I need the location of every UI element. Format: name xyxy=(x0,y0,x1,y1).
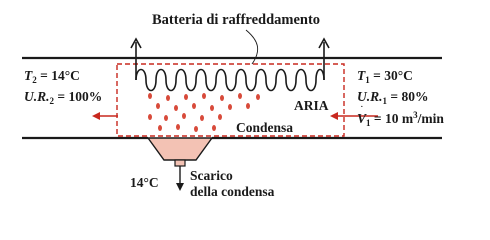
outlet-relative-humidity: $U.R._2 = 100\%$ xyxy=(24,89,103,106)
drain-temperature: 14°C xyxy=(130,175,159,190)
air-inlet-arrow-icon xyxy=(330,112,338,120)
outlet-temperature: $T_2 = 14^\circ C$ xyxy=(24,68,80,85)
air-label: ARIA xyxy=(294,98,329,113)
inlet-temperature: $T_1 = 30^\circ C$ xyxy=(357,68,413,85)
inlet-relative-humidity: $U.R._1 = 80\%$ xyxy=(357,89,429,106)
drain-label-line2: della condensa xyxy=(190,184,275,199)
drain-arrow-icon xyxy=(176,183,184,191)
air-flow xyxy=(92,112,378,120)
coil-label: Batteria di raffreddamento xyxy=(152,12,321,28)
flow-rate-dot-accent: · xyxy=(360,101,364,113)
condensate-label: Condensa xyxy=(236,120,294,135)
inlet-volume-flow-rate: $V_1 = 10$ $m^3/\min$ xyxy=(357,110,444,128)
cooling-coil xyxy=(131,39,329,91)
coil-windings xyxy=(136,70,324,91)
drain-label-line1: Scarico xyxy=(190,168,233,183)
air-outlet-arrow-icon xyxy=(92,112,100,120)
